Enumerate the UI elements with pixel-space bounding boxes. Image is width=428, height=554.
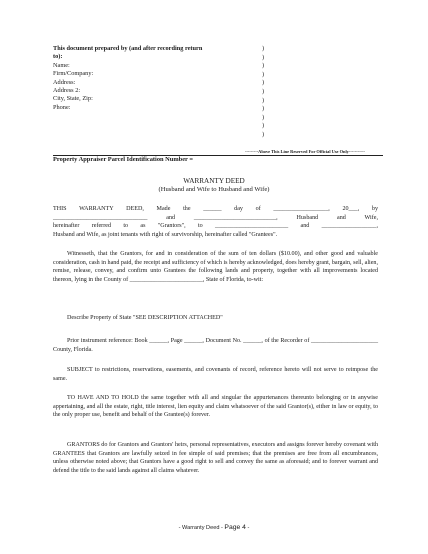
grantors-covenant-paragraph: GRANTORS do for Grantors and Grantors' heirs, personal representatives, executors and assigns forever hereby covenant with GRANTEES that Grantors are lawfully seized in fee simple of said premises; that the premises are free from all encumbrances, unless otherwise noted above; that Grantors have a good right to sell and convey the same as aforesaid; and to forever warrant and defend the title to the said lands against all claims whatever. <box>53 442 378 474</box>
intro-line-3: hereinafter referred to as "Grantors", to ________________________ and __________________, <box>53 223 378 229</box>
bracket-column: ) ) ) ) ) ) ) ) ) ) ) <box>262 45 265 138</box>
intro-line-4: Husband and Wife, as joint tenants with right of survivorship, hereinafter called "Grantees". <box>53 231 278 238</box>
property-description: Describe Property of State "SEE DESCRIPTION ATTACHED" <box>67 315 223 321</box>
deed-subtitle: (Husband and Wife to Husband and Wife) <box>158 186 270 193</box>
field-address2-label: Address 2: <box>53 87 81 95</box>
field-address-label: Address: <box>53 78 76 86</box>
footer-label: - Warranty Deed - <box>178 525 225 531</box>
field-phone-label: Phone: <box>53 103 71 111</box>
field-firm-label: Firm/Company: <box>53 70 94 78</box>
witnesseth-paragraph: Witnesseth, that the Grantors, for and in consideration of the sum of ten dollars ($10.00), and other good and valuable consideration, cash in hand paid, the receipt and sufficiency of which is hereby acknowledged, does hereby grant, bargain, sell, alien, remise, release, convey, and confirm unto Grantees the following lands and property, together with all improvements located thereon, lying in the County of ________________________, State of Florida, to-wit: <box>53 251 378 283</box>
parcel-id-line: Property Appraiser Parcel Identification Number = <box>53 156 194 163</box>
intro-paragraph <box>53 205 378 239</box>
subject-paragraph: SUBJECT to restrictions, reservations, easements, and covenants of record, reference hereto will not serve to reimpose the same. <box>53 367 378 382</box>
intro-line-2: _______________________________ and ___________________________, Husband and Wife, <box>53 214 378 221</box>
page-number: Page 4 <box>224 524 246 531</box>
official-use-line: ---------Above This Line Reserved For Official Use Only----------- <box>245 149 365 154</box>
intro-line-1: THIS WARRANTY DEED, Made the ______ day of __________________, 20___, by <box>53 206 378 212</box>
deed-title: WARRANTY DEED <box>183 177 245 185</box>
field-name-label: Name: <box>53 61 70 69</box>
footer-suffix: - <box>245 525 250 531</box>
to-have-paragraph: TO HAVE AND TO HOLD the same together with all and singular the appurtenances thereunto belonging or in anywise appertaining, and all the estate, right, title interest, lien equity and claim whatsoever of the said Grantor(s), either in law or equity, to the only proper use, benefit and behalf of the Grantee(s) forever. <box>53 395 378 418</box>
prepared-by-heading: This document prepared by (and after recording return to): <box>53 45 203 61</box>
page-footer <box>0 524 428 531</box>
prior-instrument-paragraph: Prior instrument reference: Book ______, Page ______, Document No. ______, of the Recorder of ______________________ County, Florida. <box>53 338 378 353</box>
field-city-state-zip-label: City, State, Zip: <box>53 95 93 103</box>
prepared-by-block <box>53 45 213 112</box>
